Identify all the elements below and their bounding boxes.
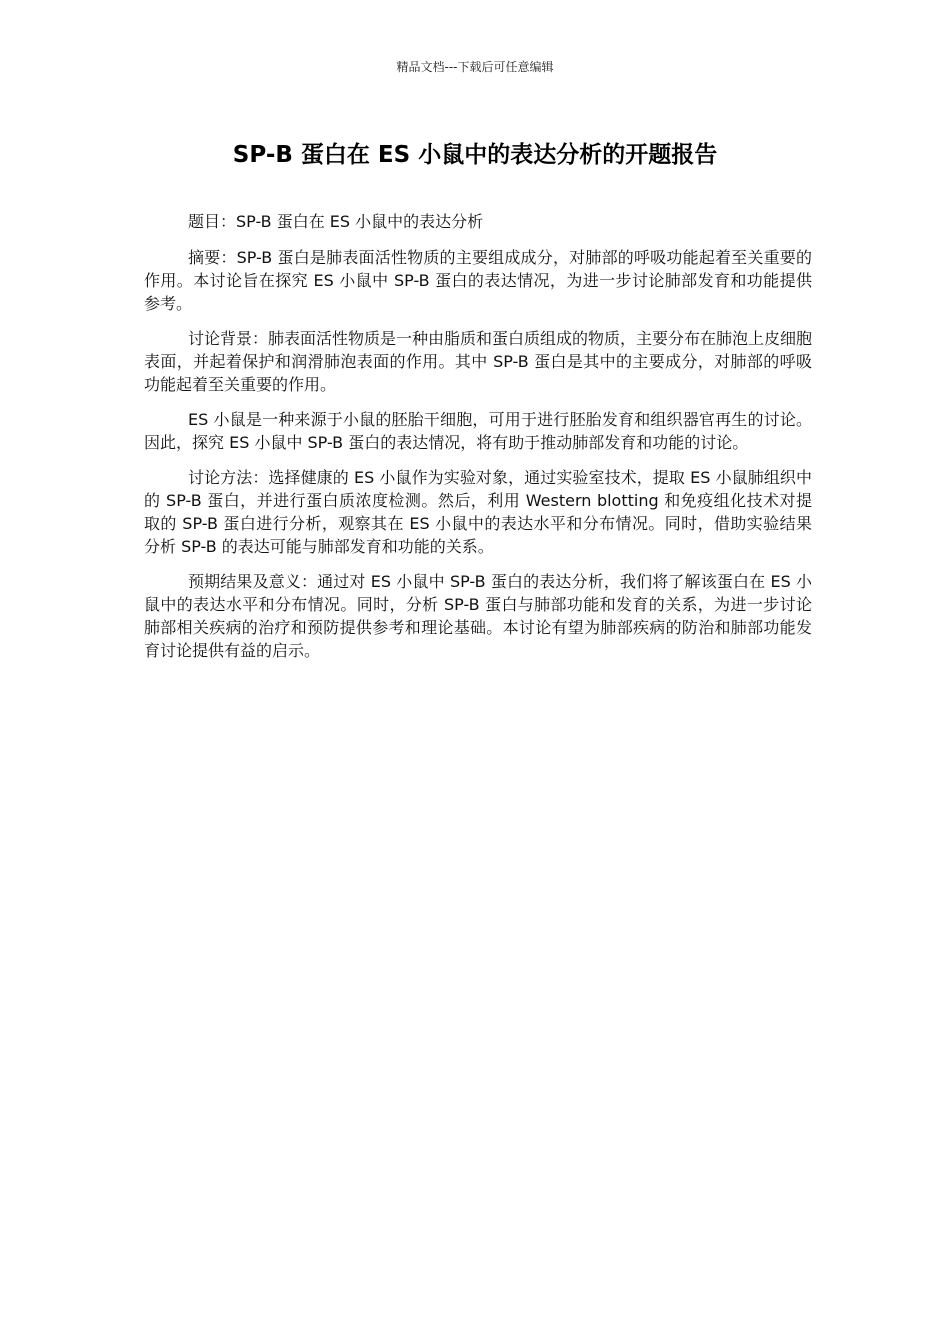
paragraph-subject: 题目：SP-B 蛋白在 ES 小鼠中的表达分析	[188, 212, 484, 231]
paragraph-background: 讨论背景：肺表面活性物质是一种由脂质和蛋白质组成的物质，主要分布在肺泡上皮细胞表面，并起着保护和润滑肺泡表面的作用。其中 SP-B 蛋白是其中的主要成分，对肺部的呼吸功能起着至关重要的作用。	[144, 329, 813, 394]
paragraph-es-mice: ES 小鼠是一种来源于小鼠的胚胎干细胞，可用于进行胚胎发育和组织器官再生的讨论。因此，探究 ES 小鼠中 SP-B 蛋白的表达情况，将有助于推动肺部发育和功能的讨论。	[144, 410, 812, 452]
document-body	[144, 210, 812, 674]
header-note: 精品文档---下载后可任意编辑	[396, 60, 554, 74]
document-title: SP-B 蛋白在 ES 小鼠中的表达分析的开题报告	[232, 142, 718, 168]
paragraph-expected-results: 预期结果及意义：通过对 ES 小鼠中 SP-B 蛋白的表达分析，我们将了解该蛋白在 ES 小鼠中的表达水平和分布情况。同时，分析 SP-B 蛋白与肺部功能和发育的关系，为进一步讨论肺部相关疾病的治疗和预防提供参考和理论基础。本讨论有望为肺部疾病的防治和肺部功能发育讨论提供有益的启示。	[144, 572, 812, 660]
paragraph-abstract: 摘要：SP-B 蛋白是肺表面活性物质的主要组成成分，对肺部的呼吸功能起着至关重要的作用。本讨论旨在探究 ES 小鼠中 SP-B 蛋白的表达情况，为进一步讨论肺部发育和功能提供参考。	[144, 248, 812, 313]
paragraph-methods: 讨论方法：选择健康的 ES 小鼠作为实验对象，通过实验室技术，提取 ES 小鼠肺组织中的 SP-B 蛋白，并进行蛋白质浓度检测。然后，利用 Western blotting 和免疫组化技术对提取的 SP-B 蛋白进行分析，观察其在 ES 小鼠中的表达水平和分布情况。同时，借助实验结果分析 SP-B 的表达可能与肺部发育和功能的关系。	[144, 468, 812, 556]
